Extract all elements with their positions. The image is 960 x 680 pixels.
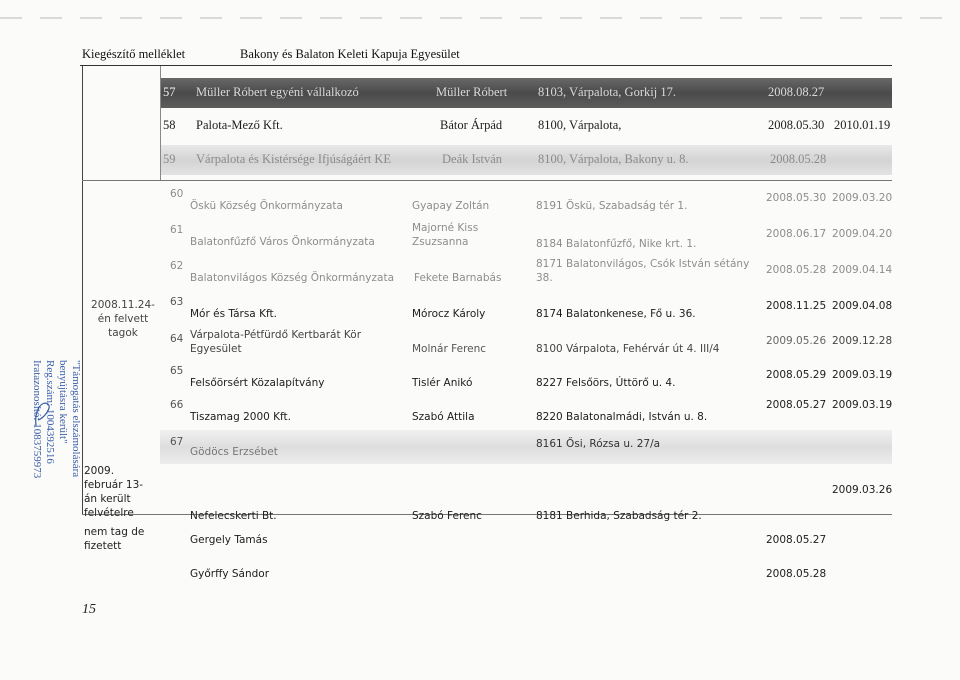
member-name: Balatonfűzfő Város Önkormányzata [190,236,375,248]
end-date: 2009.04.08 [832,300,893,312]
address: 8184 Balatonfűzfő, Nike krt. 1. [536,238,697,250]
join-date: 2008.05.27 [766,534,827,546]
group-label-non-member-paid: nem tag de fizetett [84,526,145,552]
registration-stamp [26,360,82,520]
join-date: 2008.05.28 [770,152,827,166]
end-date: 2009.03.20 [832,192,893,204]
join-date: 2008.05.28 [766,568,827,580]
stamp-line-4: Iratazonosító: 1083759973 [31,360,43,479]
row-number: 57 [163,85,176,99]
row-number: 61 [170,224,184,236]
contact-person: Mórocz Károly [412,308,486,320]
member-name: Balatonvilágos Község Önkormányzata [190,272,395,284]
address: 8161 Ősi, Rózsa u. 27/a [536,438,661,450]
member-name: Győrffy Sándor [190,568,270,580]
row-number: 64 [170,333,184,345]
header-organization-name: Bakony és Balaton Keleti Kapuja Egyesület [240,47,460,61]
address: 8181 Berhida, Szabadság tér 2. [536,510,702,522]
group-label-2008-new-members: 2008.11.24- én felvett tagok [91,299,155,339]
address: 8100 Várpalota, Fehérvár út 4. III/4 [536,343,720,355]
row-number: 66 [170,399,184,411]
address: 8100, Várpalota, Bakony u. 8. [538,152,689,166]
member-name: Gödöcs Erzsébet [190,446,278,458]
contact-person: Deák István [442,152,503,166]
address: 8191 Öskü, Szabadság tér 1. [536,200,688,212]
contact-person: Molnár Ferenc [412,343,487,355]
address-line1: 8171 Balatonvilágos, Csók István sétány [536,258,750,270]
row-number: 65 [170,365,184,377]
member-name: Gergely Tamás [190,534,268,546]
join-date: 2008.05.29 [766,369,827,381]
join-date: 2008.05.30 [768,118,825,132]
member-name: Müller Róbert egyéni vállalkozó [196,85,359,99]
contact-person: Tislér Anikó [412,377,473,389]
end-date: 2009.03.19 [832,399,893,411]
address: 8227 Felsőörs, Úttörő u. 4. [536,377,676,389]
header-rule [80,65,892,66]
join-date: 2008.05.28 [766,264,827,276]
join-date: 2008.08.27 [768,85,825,99]
end-date: 2009.03.19 [832,369,893,381]
member-name: Palota-Mező Kft. [196,118,283,132]
header-appendix-label: Kiegészítő melléklet [82,47,186,61]
row-number: 59 [163,152,176,166]
stamp-line-3: Reg.szám: 1004392516 [44,360,56,464]
join-date: 2008.11.25 [766,300,827,312]
row-number: 63 [170,296,184,308]
end-date: 2009.04.20 [832,228,893,240]
contact-person: Szabó Attila [412,411,475,423]
member-name: Öskü Község Önkormányzata [190,200,343,212]
stamp-signature-mark [32,396,54,430]
contact-person-line1: Majorné Kiss [412,222,479,234]
member-name-line1: Várpalota-Pétfürdő Kertbarát Kör [190,329,362,341]
contact-person: Fekete Barnabás [414,272,502,284]
member-name: Tiszamag 2000 Kft. [190,411,292,423]
end-date: 2009.04.14 [832,264,893,276]
address: 38. [536,272,553,284]
join-date: 2008.05.27 [766,399,827,411]
contact-person: Müller Róbert [436,85,508,99]
member-name: Felsőörsért Közalapítvány [190,377,325,389]
end-date: 2009.03.26 [832,484,893,496]
section-divider [82,180,892,181]
member-name: Egyesület [190,343,242,355]
stamp-line-2: benyújtásra került" [57,360,69,444]
address: 8174 Balatonkenese, Fő u. 36. [536,308,696,320]
stamp-line-1: "Támogatás elszámolására [70,360,82,478]
scan-top-edge [0,16,960,20]
group-label-2009-admitted: 2009. február 13- án került felvételre [84,465,144,519]
join-date: 2009.05.26 [766,335,827,347]
left-rule [82,66,83,514]
contact-person: Zsuzsanna [412,236,469,248]
row-number: 58 [163,118,176,132]
contact-person: Szabó Ferenc [412,510,482,522]
page-number: 15 [82,602,96,617]
contact-person: Gyapay Zoltán [412,200,490,212]
member-name: Várpalota és Kistérsége Ifjúságáért KE [196,152,392,166]
row-number: 60 [170,188,184,200]
contact-person: Bátor Árpád [440,118,503,132]
row-number: 62 [170,260,184,272]
end-date: 2010.01.19 [834,118,891,132]
member-name: Mór és Társa Kft. [190,308,277,320]
member-name: Nefelecskerti Bt. [190,510,277,522]
end-date: 2009.12.28 [832,335,893,347]
address: 8100, Várpalota, [538,118,622,132]
address: 8220 Balatonalmádi, István u. 8. [536,411,708,423]
row-number: 67 [170,436,184,448]
join-date: 2008.06.17 [766,228,827,240]
inner-left-rule [160,66,161,180]
join-date: 2008.05.30 [766,192,827,204]
address: 8103, Várpalota, Gorkij 17. [538,85,676,99]
